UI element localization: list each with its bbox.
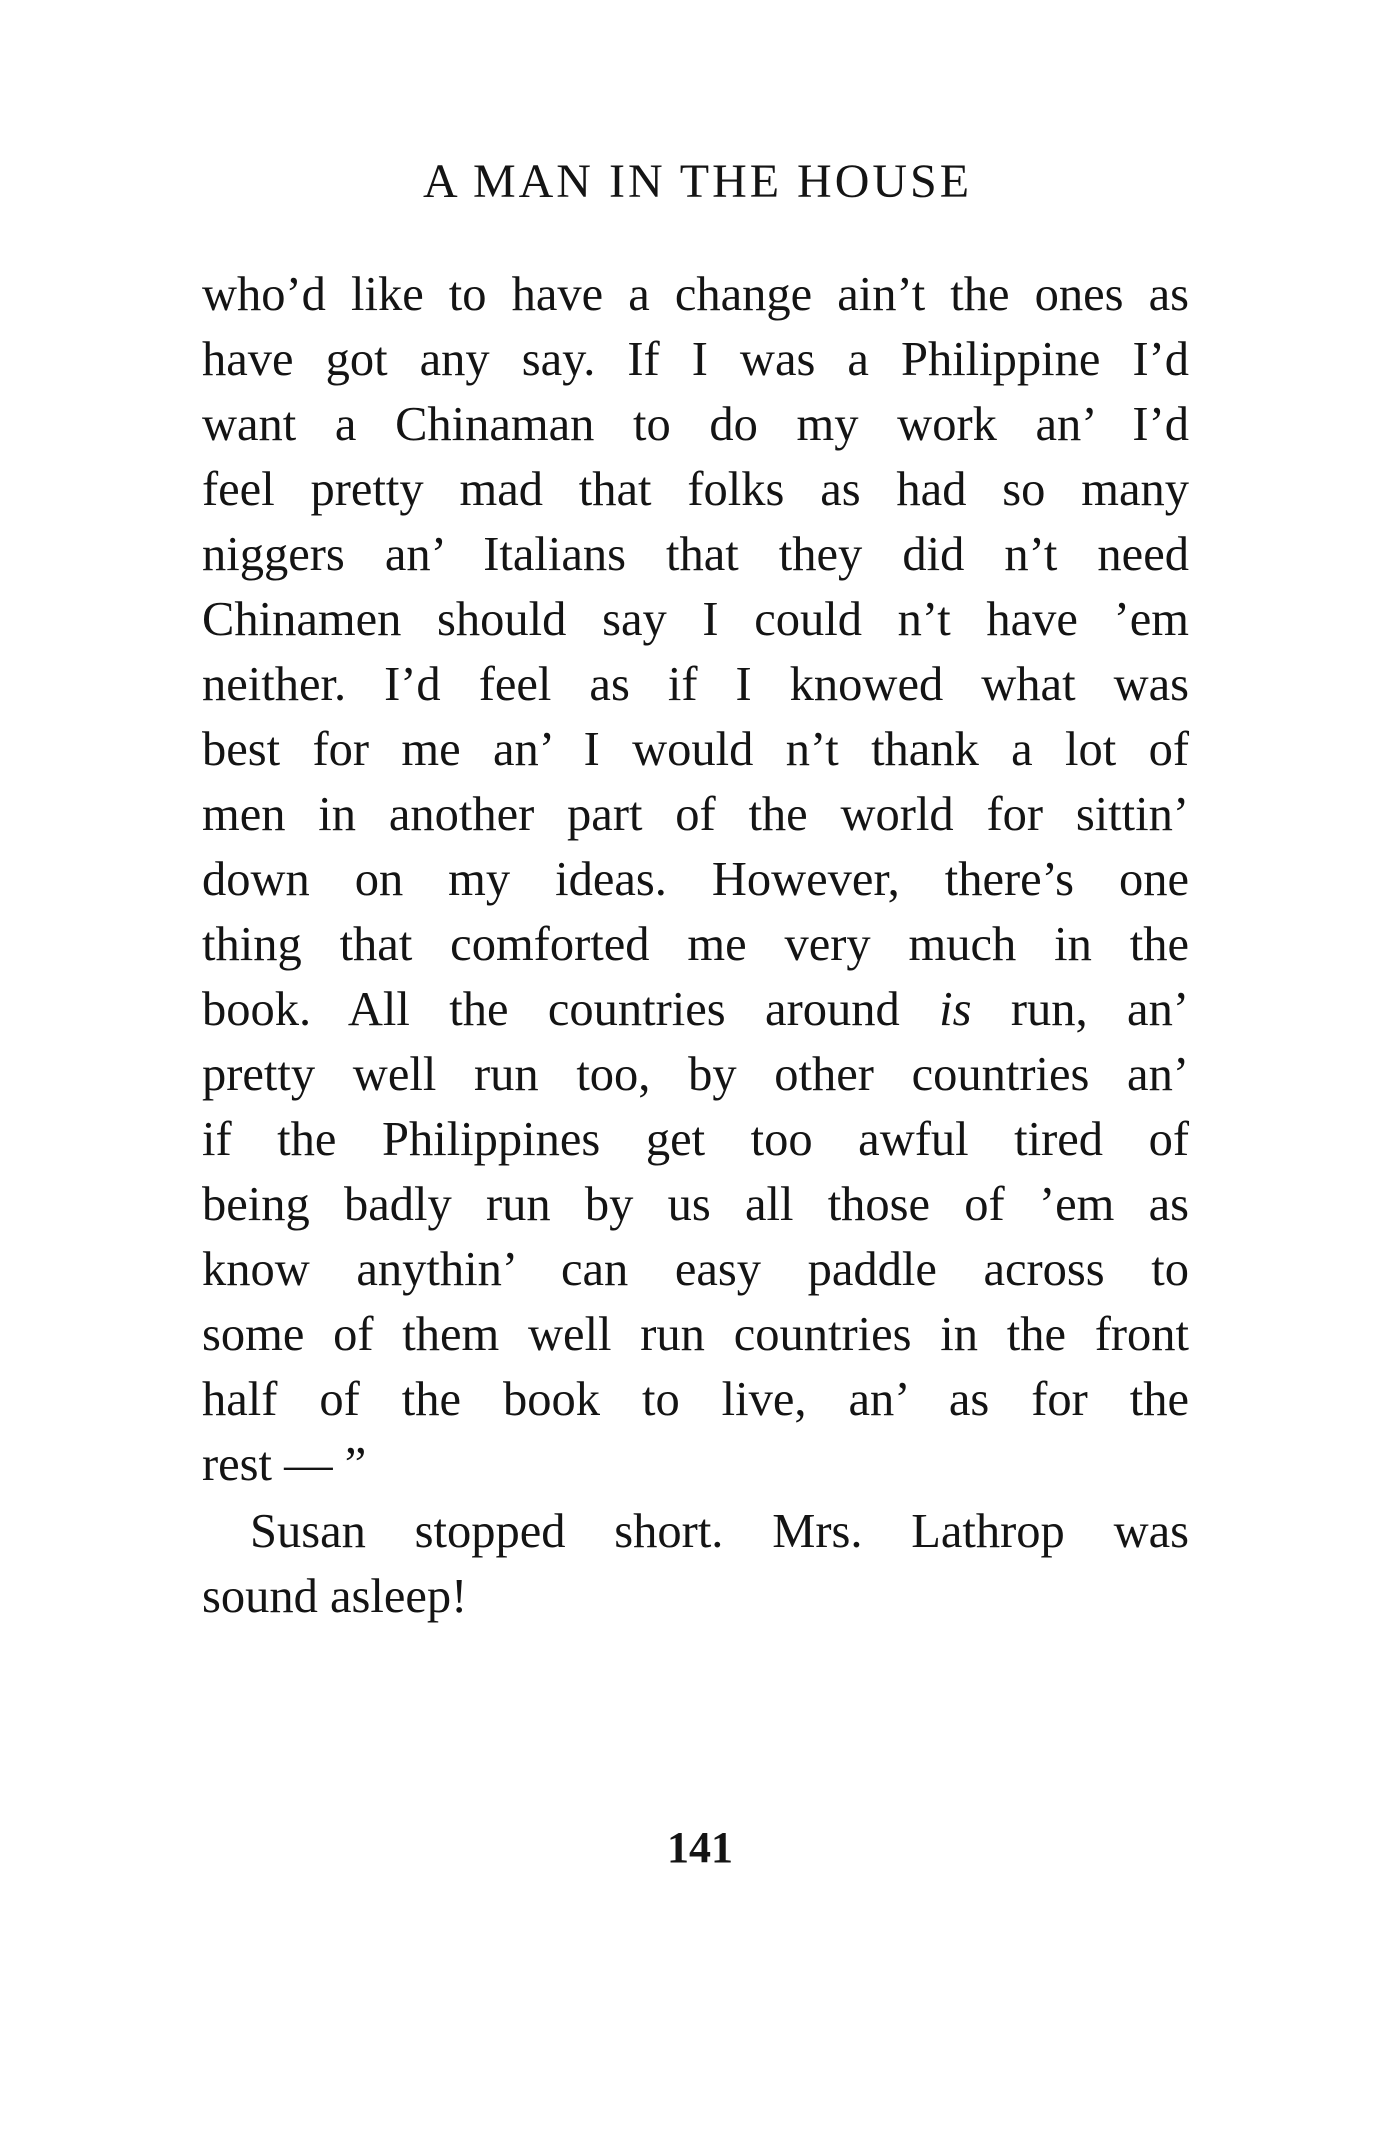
text-line: down on my ideas. However, there’s one xyxy=(202,853,1189,906)
text-line-last: sound asleep! xyxy=(202,1570,468,1623)
text-line: men in another part of the world for sittin’ xyxy=(202,788,1189,841)
text-line: neither. I’d feel as if I knowed what was xyxy=(202,658,1189,711)
page-number: 141 xyxy=(667,1823,733,1872)
text-line: thing that comforted me very much in the xyxy=(202,918,1189,971)
emphasis-word: is xyxy=(939,983,972,1036)
text-line: feel pretty mad that folks as had so many xyxy=(202,463,1189,516)
text-line: pretty well run too, by other countries an’ xyxy=(202,1048,1189,1101)
paragraph xyxy=(202,1499,1189,1629)
running-head: A MAN IN THE HOUSE xyxy=(422,155,973,208)
text-line-last: rest — ” xyxy=(202,1438,367,1491)
text-line-with-emphasis xyxy=(202,977,1189,1042)
text-line: some of them well run countries in the front xyxy=(202,1308,1189,1361)
text-line: if the Philippines get too awful tired of xyxy=(202,1113,1189,1166)
text-line: know anythin’ can easy paddle across to xyxy=(202,1243,1189,1296)
text-line: Susan stopped short. Mrs. Lathrop was xyxy=(250,1505,1189,1558)
paragraph xyxy=(202,262,1189,1497)
text-line: who’d like to have a change ain’t the ones as xyxy=(202,268,1189,321)
text-line: being badly run by us all those of ’em as xyxy=(202,1178,1189,1231)
text-line: niggers an’ Italians that they did n’t need xyxy=(202,528,1189,581)
text-line: have got any say. If I was a Philippine I’d xyxy=(202,333,1189,386)
text-line: Chinamen should say I could n’t have ’em xyxy=(202,593,1189,646)
text-line: best for me an’ I would n’t thank a lot of xyxy=(202,723,1189,776)
text-segment: book. All the countries around xyxy=(202,983,940,1036)
text-line: want a Chinaman to do my work an’ I’d xyxy=(202,398,1189,451)
body-text xyxy=(202,262,1189,1629)
text-segment: run, an’ xyxy=(971,983,1189,1036)
text-line: half of the book to live, an’ as for the xyxy=(202,1373,1189,1426)
